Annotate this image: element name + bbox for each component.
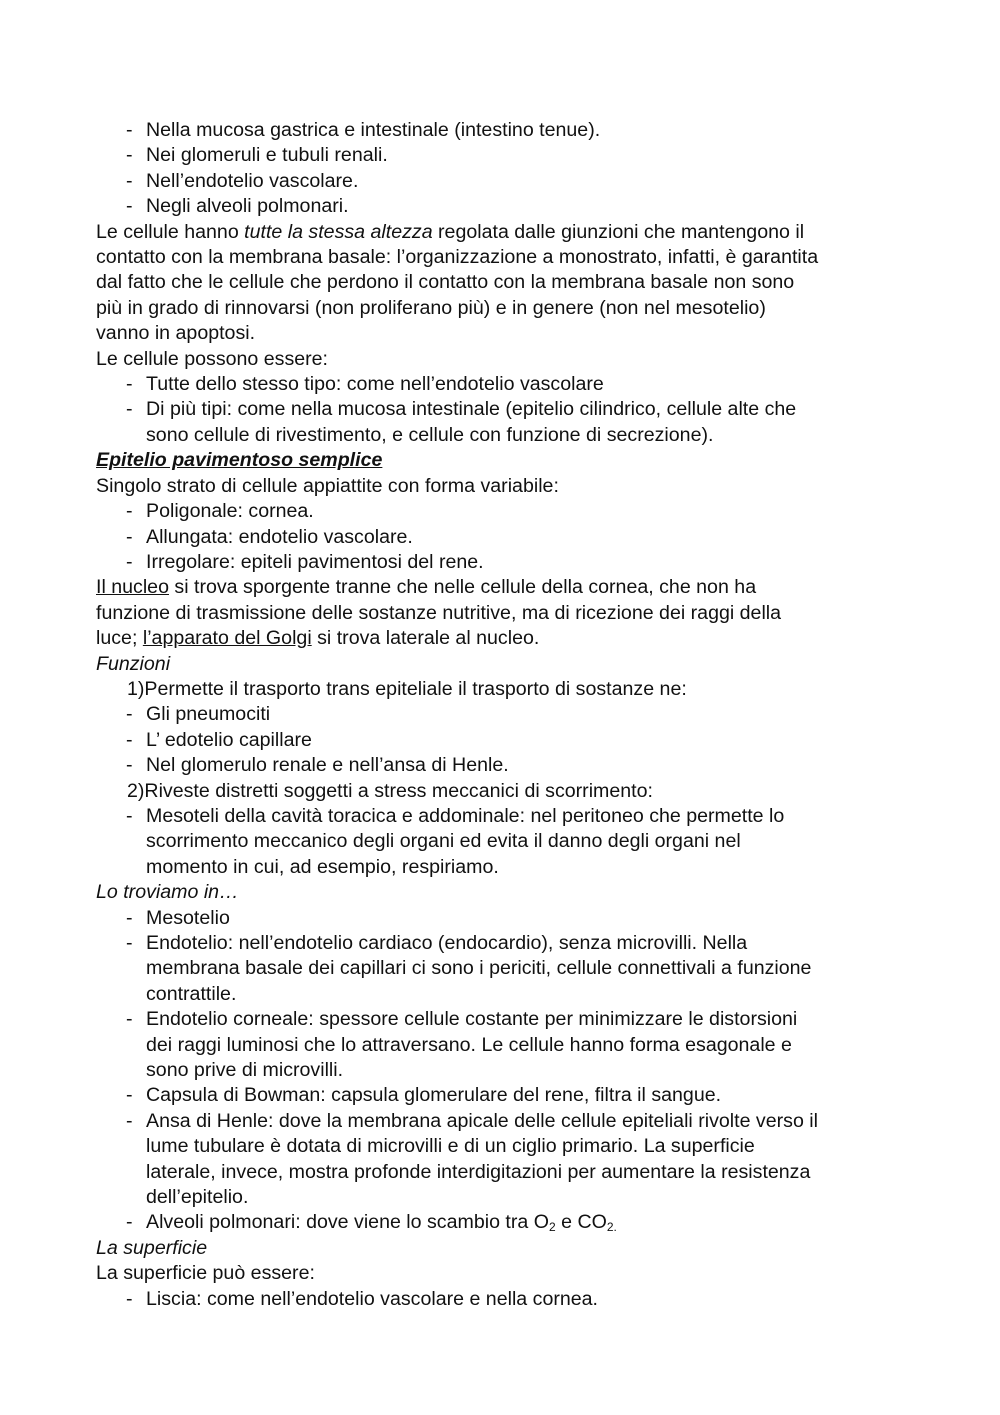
list-item-text: Mesotelio (146, 906, 230, 929)
list-item-text: Capsula di Bowman: capsula glomerulare del rene, filtra il sangue. (146, 1084, 722, 1107)
bullet-dash: - (126, 119, 133, 141)
list-item-text: Endotelio corneale: spessore cellule costante per minimizzare le distorsioni (146, 1008, 798, 1031)
text-run: luce; (96, 627, 143, 650)
paragraph-line: vanno in apoptosi. (96, 322, 256, 345)
numbered-item: 1)Permette il trasporto trans epiteliale il trasporto di sostanze ne: (127, 677, 687, 700)
list-item (96, 1007, 910, 1083)
list-item (96, 728, 910, 753)
list-item-text: Allungata: endotelio vascolare. (146, 525, 413, 548)
list-item (96, 372, 910, 397)
list-item (96, 906, 910, 931)
list-item (96, 1287, 910, 1312)
bullet-dash: - (126, 500, 133, 523)
paragraph-altezza (96, 220, 910, 347)
list-item (96, 931, 910, 1007)
list-item-text: Nella mucosa gastrica e intestinale (intestino tenue). (146, 119, 601, 141)
funzioni-title: Funzioni (96, 652, 171, 675)
list-item-text: momento in cui, ad esempio, respiriamo. (146, 855, 499, 878)
list-item (96, 550, 910, 575)
list-item-text: Irregolare: epiteli pavimentosi del rene. (146, 550, 484, 573)
underlined-text: l’apparato del Golgi (142, 627, 312, 650)
list-item-text: Endotelio: nell’endotelio cardiaco (endocardio), senza microvilli. Nella (146, 932, 748, 954)
list-item (96, 1210, 910, 1235)
italic-text: tutte la stessa altezza (244, 220, 433, 243)
bullet-dash: - (126, 373, 133, 396)
list-item-text: sono cellule di rivestimento, e cellule con funzione di secrezione). (146, 423, 714, 446)
list-item (96, 143, 910, 168)
cells-intro: Le cellule possono essere: (96, 347, 329, 370)
list-item-text: contrattile. (146, 982, 237, 1005)
bullet-dash: - (126, 169, 133, 192)
bullet-dash: - (126, 1008, 133, 1031)
strato-intro: Singolo strato di cellule appiattite con forma variabile: (96, 474, 559, 497)
list-item (96, 1109, 910, 1211)
list-item-text: Poligonale: cornea. (146, 500, 314, 523)
bullet-dash: - (126, 728, 133, 751)
paragraph-line (96, 626, 910, 651)
bullet-dash: - (126, 550, 133, 573)
list-item (96, 169, 910, 194)
list-item-text: Tutte dello stesso tipo: come nell’endotelio vascolare (146, 373, 604, 396)
bullet-dash: - (126, 1084, 133, 1107)
text-run: Le cellule hanno (96, 220, 245, 243)
text-run: si trova sporgente tranne che nelle cellule della cornea, che non ha (168, 576, 757, 599)
list-item-text (146, 1210, 910, 1235)
bullet-dash: - (126, 1211, 133, 1234)
subscript: 2 (548, 1220, 556, 1235)
list-item-text: Ansa di Henle: dove la membrana apicale delle cellule epiteliali rivolte verso il (146, 1109, 818, 1132)
list-item (96, 753, 910, 778)
list-item (96, 1083, 910, 1108)
bullet-dash: - (126, 195, 133, 218)
list-item (96, 397, 910, 448)
bullet-dash: - (126, 1287, 133, 1310)
paragraph-nucleo (96, 575, 910, 651)
list-item-text: sono prive di microvilli. (146, 1059, 344, 1082)
text-run: e CO (555, 1211, 607, 1234)
paragraph-line (96, 575, 910, 600)
bullet-dash: - (126, 804, 133, 827)
bullet-dash: - (126, 1109, 133, 1132)
list-item-text: lume tubulare è dotata di microvilli e di un ciglio primario. La superficie (146, 1135, 755, 1158)
numbered-item: 2)Riveste distretti soggetti a stress meccanici di scorrimento: (127, 779, 653, 802)
paragraph-line (96, 220, 910, 245)
underlined-text: Il nucleo (96, 576, 169, 599)
list-item-text: dell’epitelio. (146, 1186, 249, 1209)
paragraph-line: più in grado di rinnovarsi (non proliferano più) e in genere (non nel mesotelio) (96, 296, 766, 319)
list-item-text: membrana basale dei capillari ci sono i periciti, cellule connettivali a funzione (146, 957, 812, 980)
bullet-dash: - (126, 906, 133, 929)
text-run: regolata dalle giunzioni che mantengono il (432, 220, 805, 243)
bullet-dash: - (126, 525, 133, 548)
bullet-dash: - (126, 398, 133, 421)
text-run: si trova laterale al nucleo. (311, 627, 540, 650)
list-item (96, 804, 910, 880)
list-item-text: Nei glomeruli e tubuli renali. (146, 144, 388, 167)
list-item (96, 118, 910, 143)
bullet-dash: - (126, 703, 133, 726)
superficie-intro: La superficie può essere: (96, 1262, 315, 1285)
list-item-text: scorrimento meccanico degli organi ed evita il danno degli organi nel (146, 830, 741, 853)
list-item (96, 194, 910, 219)
superficie-title: La superficie (96, 1236, 208, 1259)
list-item-text: laterale, invece, mostra profonde interdigitazioni per aumentare la resistenza (146, 1160, 811, 1183)
list-item-text: Di più tipi: come nella mucosa intestinale (epitelio cilindrico, cellule alte che (146, 398, 797, 421)
bullet-dash: - (126, 932, 133, 954)
bullet-dash: - (126, 144, 133, 167)
section-heading: Epitelio pavimentoso semplice (96, 449, 383, 472)
list-item-text: L’ edotelio capillare (146, 728, 312, 751)
list-item-text: Liscia: come nell’endotelio vascolare e nella cornea. (146, 1287, 599, 1310)
list-item-text: dei raggi luminosi che lo attraversano. Le cellule hanno forma esagonale e (146, 1033, 792, 1056)
subscript: 2. (606, 1220, 617, 1235)
bullet-dash: - (126, 754, 133, 777)
troviamo-title: Lo troviamo in… (96, 881, 239, 904)
paragraph-line: dal fatto che le cellule che perdono il contatto con la membrana basale non sono (96, 271, 795, 294)
list-item-text: Mesoteli della cavità toracica e addominale: nel peritoneo che permette lo (146, 804, 785, 827)
list-item (96, 499, 910, 524)
list-item (96, 525, 910, 550)
list-item-text: Negli alveoli polmonari. (146, 195, 349, 218)
paragraph-line: contatto con la membrana basale: l’organizzazione a monostrato, infatti, è garantita (96, 246, 819, 269)
paragraph-line: funzione di trasmissione delle sostanze nutritive, ma di ricezione dei raggi della (96, 601, 782, 624)
text-run: Alveoli polmonari: dove viene lo scambio tra O (146, 1211, 549, 1234)
list-item-text: Gli pneumociti (146, 703, 271, 726)
list-item-text: Nel glomerulo renale e nell’ansa di Henle. (146, 754, 509, 777)
list-item-text: Nell’endotelio vascolare. (146, 169, 359, 192)
list-item (96, 702, 910, 727)
